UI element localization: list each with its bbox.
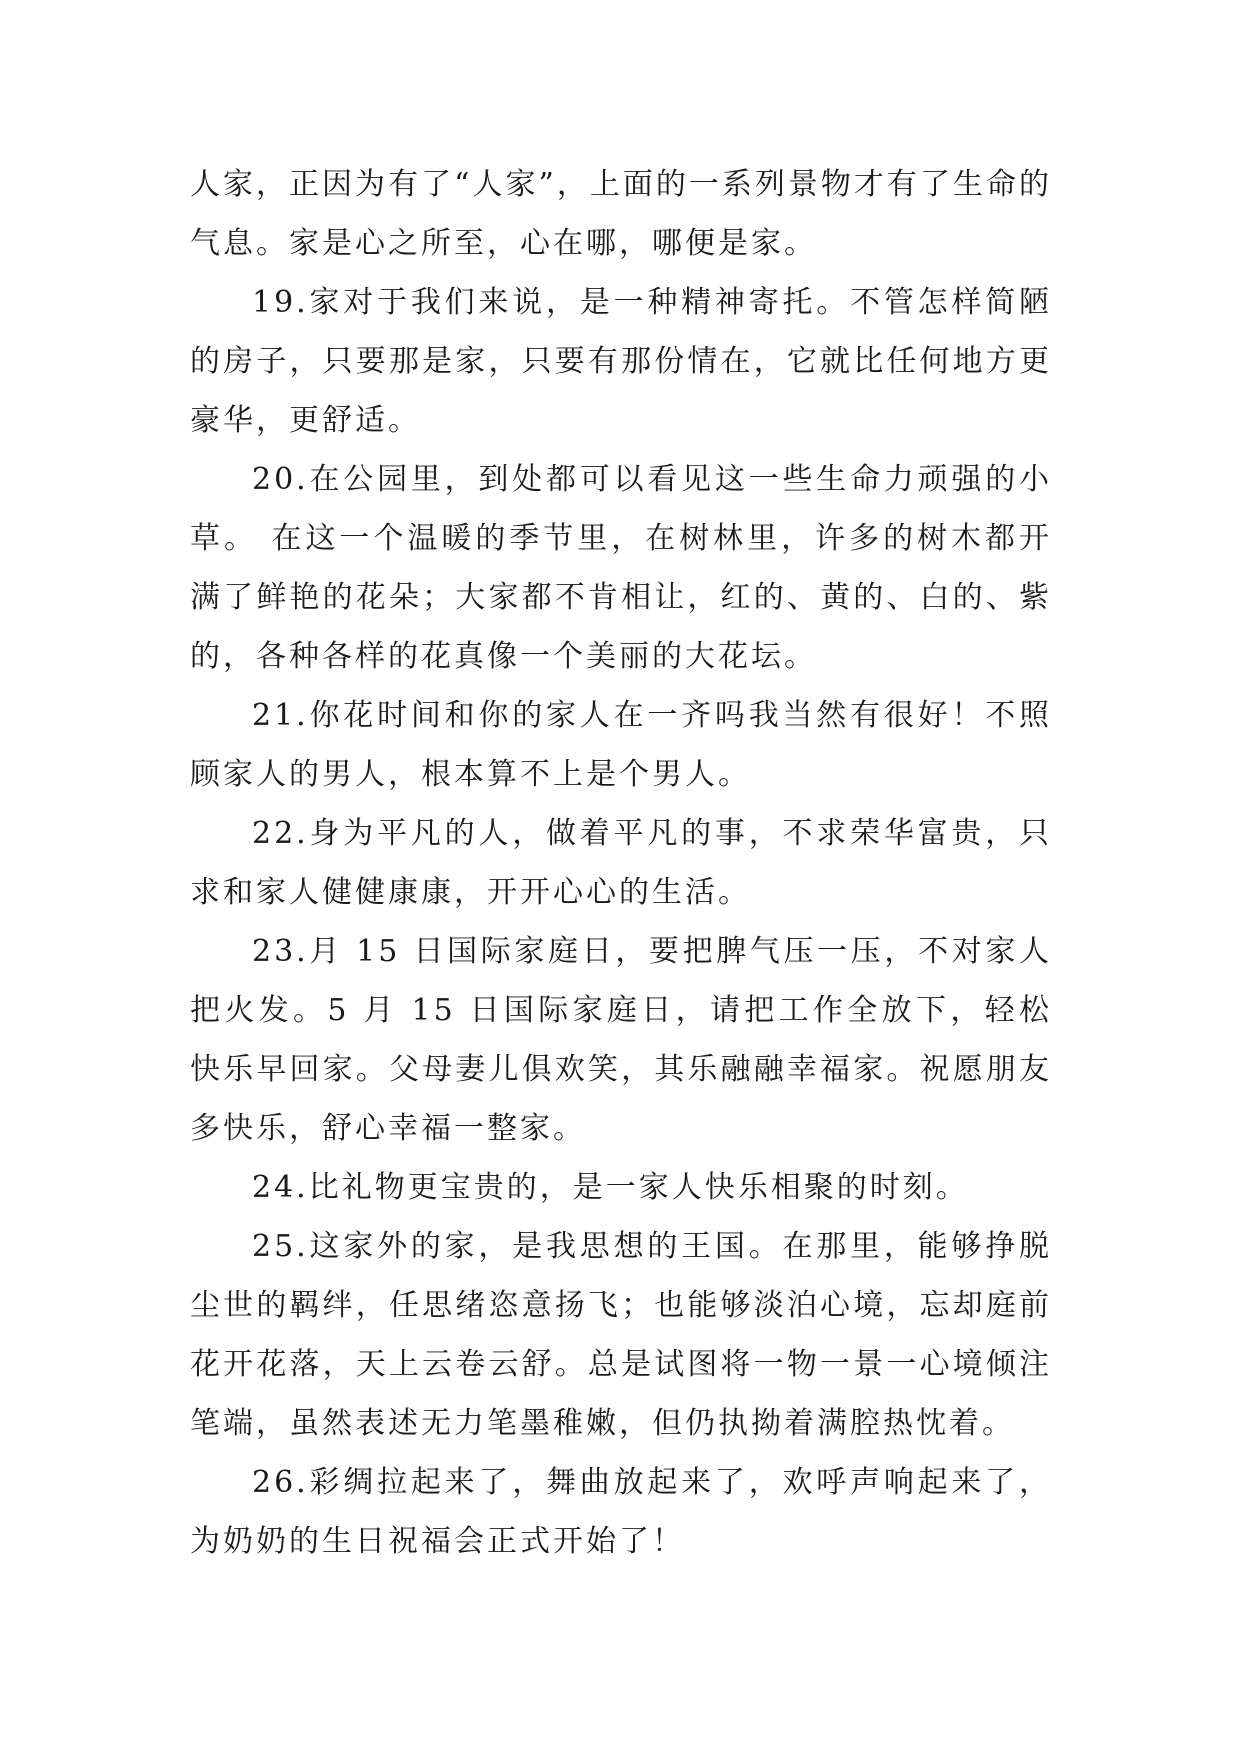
- paragraph: 26.彩绸拉起来了，舞曲放起来了，欢呼声响起来了，为奶奶的生日祝福会正式开始了！: [190, 1465, 1052, 1559]
- paragraph: 20.在公园里，到处都可以看见这一些生命力顽强的小草。 在这一个温暖的季节里，在树林里，许多的树木都开满了鲜艳的花朵；大家都不肯相让，红的、黄的、白的、紫的，各种各样的花真像一个美丽的大花坛。: [190, 462, 1052, 674]
- paragraph: 人家，正因为有了“人家”，上面的一系列景物才有了生命的气息。家是心之所至，心在哪，哪便是家。: [190, 167, 1052, 261]
- document-body: [190, 155, 1052, 1571]
- paragraph: 19.家对于我们来说，是一种精神寄托。不管怎样简陋的房子，只要那是家，只要有那份情在，它就比任何地方更豪华，更舒适。: [190, 285, 1052, 438]
- paragraph: 22.身为平凡的人，做着平凡的事，不求荣华富贵，只求和家人健健康康，开开心心的生活。: [190, 816, 1052, 910]
- paragraph: 23.月 15 日国际家庭日，要把脾气压一压，不对家人把火发。5 月 15 日国际家庭日，请把工作全放下，轻松快乐早回家。父母妻儿俱欢笑，其乐融融幸福家。祝愿朋友多快乐，舒心幸福一整家。: [190, 934, 1052, 1146]
- paragraph: 24.比礼物更宝贵的，是一家人快乐相聚的时刻。: [252, 1170, 969, 1205]
- paragraph: 21.你花时间和你的家人在一齐吗我当然有很好！不照顾家人的男人，根本算不上是个男人。: [190, 698, 1052, 792]
- paragraph: 25.这家外的家，是我思想的王国。在那里，能够挣脱尘世的羁绊，任思绪恣意扬飞；也能够淡泊心境，忘却庭前花开花落，天上云卷云舒。总是试图将一物一景一心境倾注笔端，虽然表述无力笔墨稚嫩，但仍执拗着满腔热忱着。: [190, 1229, 1052, 1441]
